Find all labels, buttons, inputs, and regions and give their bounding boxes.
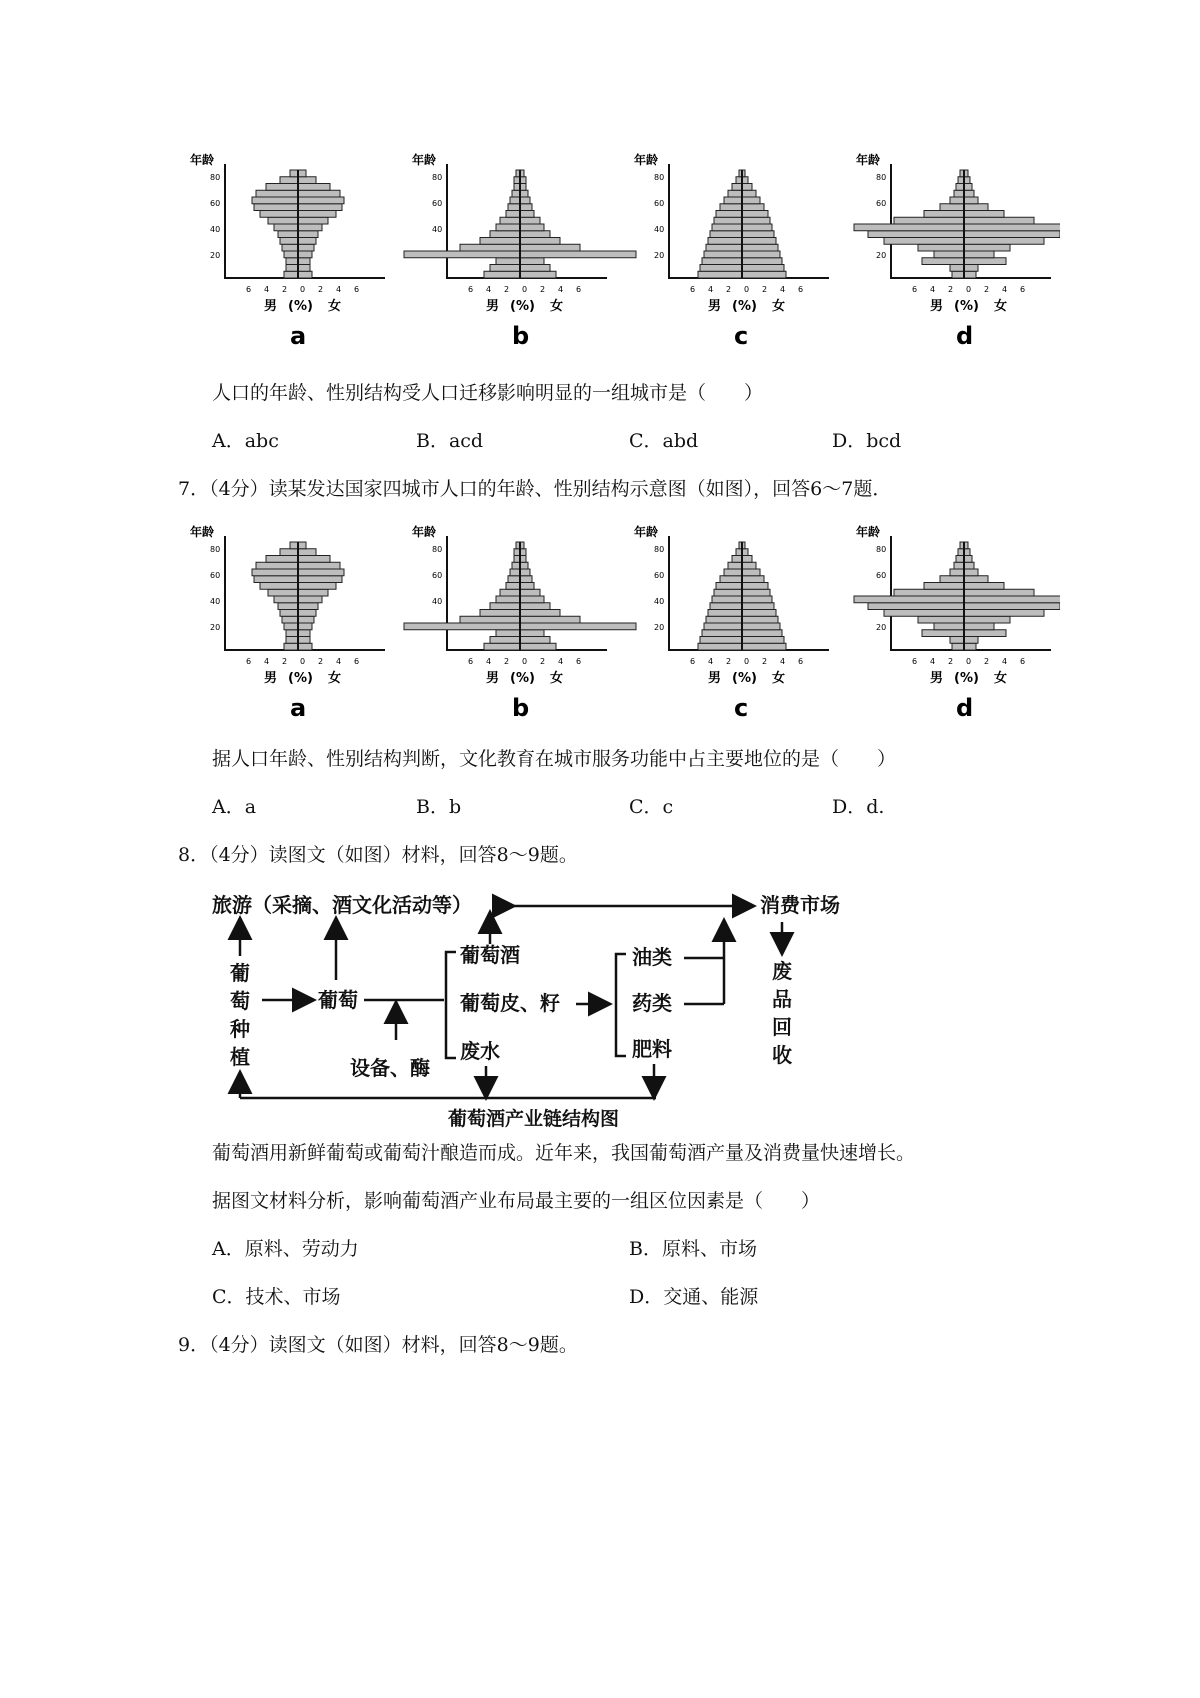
- pyramid-x-tick: 6: [246, 657, 252, 666]
- pyramid-y-tick: 80: [876, 545, 887, 554]
- pyramid-x-tick: 6: [912, 285, 918, 294]
- q8-option-c[interactable]: C．技术、市场: [212, 1286, 341, 1308]
- node-oil: 油类: [632, 945, 672, 969]
- pyramid-male-label: 男: [708, 299, 722, 314]
- pyramid-x-tick: 0: [522, 657, 528, 666]
- pyramid-x-tick: 6: [1020, 285, 1026, 294]
- pyramid-x-tick: 6: [354, 285, 360, 294]
- pyramid-x-tick: 6: [690, 657, 696, 666]
- pyramid-x-tick: 4: [264, 657, 270, 666]
- pyramid-y-tick: 60: [432, 571, 443, 580]
- pyramid-c: [634, 524, 829, 722]
- pyramid-y-tick: 40: [654, 225, 665, 234]
- pyramid-b: [404, 152, 636, 350]
- pyramid-x-tick: 4: [336, 657, 342, 666]
- pyramid-pct-label: (%): [288, 671, 313, 686]
- pyramid-d: [854, 524, 1060, 722]
- pyramid-pct-label: (%): [954, 299, 979, 314]
- wine-diagram-svg: [200, 880, 880, 1130]
- pyramid-x-tick: 0: [744, 285, 750, 294]
- pyramid-y-tick: 20: [210, 623, 221, 632]
- pyramid-age-label: 年龄: [190, 153, 215, 167]
- pyramid-x-tick: 4: [708, 657, 714, 666]
- pyramid-label-a: a: [290, 322, 307, 350]
- pyramid-x-tick: 0: [966, 285, 972, 294]
- wine-industry-diagram: [200, 880, 880, 1130]
- pyramid-y-tick: 40: [432, 597, 443, 606]
- q8-material: 葡萄酒用新鲜葡萄或葡萄汁酿造而成。近年来，我国葡萄酒产量及消费量快速增长。: [212, 1142, 916, 1164]
- pyramid-y-tick: 80: [432, 545, 443, 554]
- pyramid-x-tick: 6: [576, 657, 582, 666]
- pyramid-x-tick: 0: [300, 285, 306, 294]
- q7-option-d[interactable]: D．d.: [832, 796, 885, 818]
- pyramid-x-tick: 6: [468, 657, 474, 666]
- pyramid-x-tick: 2: [726, 285, 732, 294]
- pyramid-y-tick: 60: [432, 199, 443, 208]
- pyramid-row-2-svg: [180, 522, 1060, 732]
- node-medicine: 药类: [632, 991, 672, 1015]
- pyramid-y-tick: 40: [210, 597, 221, 606]
- pyramid-pct-label: (%): [732, 671, 757, 686]
- pyramid-d: [854, 152, 1060, 350]
- node-planting-1: 葡: [230, 961, 250, 985]
- pyramid-row-2: [180, 522, 1060, 732]
- pyramid-y-tick: 60: [876, 199, 887, 208]
- pyramid-x-tick: 6: [690, 285, 696, 294]
- pyramid-female-label: 女: [328, 299, 342, 314]
- pyramid-y-tick: 80: [210, 173, 221, 182]
- pyramid-x-tick: 4: [558, 285, 564, 294]
- pyramid-x-tick: 0: [966, 657, 972, 666]
- q9-header: 9．（4分）读图文（如图）材料，回答8～9题。: [178, 1334, 578, 1356]
- pyramid-y-tick: 80: [654, 545, 665, 554]
- q7-option-b[interactable]: B．b: [416, 796, 462, 818]
- pyramid-x-tick: 2: [540, 285, 546, 294]
- pyramid-female-label: 女: [772, 299, 786, 314]
- node-recycle-3: 回: [772, 1015, 792, 1039]
- pyramid-female-label: 女: [994, 299, 1008, 314]
- pyramid-x-tick: 4: [930, 285, 936, 294]
- q6-option-d[interactable]: D．bcd: [832, 430, 902, 452]
- pyramid-x-tick: 2: [762, 285, 768, 294]
- pyramid-male-label: 男: [708, 671, 722, 686]
- pyramid-age-label: 年龄: [190, 525, 215, 539]
- pyramid-age-label: 年龄: [856, 153, 881, 167]
- q8-option-b[interactable]: B．原料、市场: [629, 1238, 757, 1260]
- pyramid-x-tick: 6: [576, 285, 582, 294]
- bracket-derivatives: [616, 954, 626, 1056]
- pyramid-x-tick: 2: [984, 285, 990, 294]
- node-planting-3: 种: [230, 1017, 250, 1041]
- pyramid-y-tick: 40: [210, 225, 221, 234]
- pyramid-pct-label: (%): [954, 671, 979, 686]
- pyramid-x-tick: 2: [948, 657, 954, 666]
- node-grape: 葡萄: [318, 988, 358, 1012]
- pyramid-y-tick: 80: [654, 173, 665, 182]
- pyramid-y-tick: 60: [876, 571, 887, 580]
- node-waste: 废水: [460, 1039, 500, 1063]
- pyramid-bar: [854, 596, 1060, 603]
- pyramid-female-label: 女: [994, 671, 1008, 686]
- pyramid-x-tick: 4: [708, 285, 714, 294]
- pyramid-label-b: b: [512, 694, 530, 722]
- pyramid-y-tick: 60: [654, 199, 665, 208]
- pyramid-x-tick: 2: [282, 285, 288, 294]
- pyramid-label-b: b: [512, 322, 530, 350]
- pyramid-female-label: 女: [550, 299, 564, 314]
- node-wine: 葡萄酒: [460, 943, 520, 967]
- pyramid-y-tick: 80: [876, 173, 887, 182]
- q6-option-c[interactable]: C．abd: [629, 430, 699, 452]
- pyramid-x-tick: 4: [1002, 657, 1008, 666]
- node-recycle-4: 收: [772, 1043, 792, 1067]
- pyramid-x-tick: 4: [930, 657, 936, 666]
- pyramid-x-tick: 4: [264, 285, 270, 294]
- pyramid-y-tick: 40: [432, 225, 443, 234]
- node-skin: 葡萄皮、籽: [460, 991, 560, 1015]
- node-planting-2: 萄: [230, 989, 250, 1013]
- pyramid-a: [190, 152, 385, 350]
- pyramid-x-tick: 2: [984, 657, 990, 666]
- pyramid-x-tick: 6: [912, 657, 918, 666]
- node-recycle-1: 废: [772, 959, 792, 983]
- pyramid-x-tick: 2: [282, 657, 288, 666]
- pyramid-row-1-svg: [180, 150, 1060, 360]
- pyramid-y-tick: 60: [210, 571, 221, 580]
- q8-option-a[interactable]: A．原料、劳动力: [212, 1238, 359, 1260]
- pyramid-row-1: [180, 150, 1060, 360]
- pyramid-x-tick: 2: [948, 285, 954, 294]
- pyramid-y-tick: 60: [210, 199, 221, 208]
- node-tourism: 旅游（采摘、酒文化活动等）: [212, 893, 472, 917]
- q7-option-a[interactable]: A．a: [212, 796, 257, 818]
- pyramid-x-tick: 6: [468, 285, 474, 294]
- q6-option-b[interactable]: B．acd: [416, 430, 484, 452]
- node-planting-4: 植: [230, 1045, 250, 1069]
- pyramid-x-tick: 2: [762, 657, 768, 666]
- pyramid-male-label: 男: [264, 671, 278, 686]
- pyramid-x-tick: 2: [726, 657, 732, 666]
- q7-stem: 据人口年龄、性别结构判断，文化教育在城市服务功能中占主要地位的是（ ）: [212, 748, 897, 770]
- pyramid-label-c: c: [734, 322, 749, 350]
- pyramid-x-tick: 2: [504, 285, 510, 294]
- pyramid-y-tick: 60: [654, 571, 665, 580]
- pyramid-x-tick: 2: [540, 657, 546, 666]
- pyramid-x-tick: 2: [318, 285, 324, 294]
- pyramid-male-label: 男: [930, 671, 944, 686]
- pyramid-y-tick: 80: [210, 545, 221, 554]
- pyramid-pct-label: (%): [288, 299, 313, 314]
- pyramid-female-label: 女: [550, 671, 564, 686]
- pyramid-a: [190, 524, 385, 722]
- pyramid-x-tick: 0: [300, 657, 306, 666]
- q8-stem: 据图文材料分析，影响葡萄酒产业布局最主要的一组区位因素是（ ）: [212, 1190, 821, 1212]
- node-recycle-2: 品: [772, 987, 792, 1011]
- q7-option-c[interactable]: C．c: [629, 796, 674, 818]
- bracket-products: [446, 952, 456, 1058]
- pyramid-y-tick: 20: [654, 623, 665, 632]
- pyramid-x-tick: 4: [1002, 285, 1008, 294]
- q6-stem: 人口的年龄、性别结构受人口迁移影响明显的一组城市是（ ）: [212, 382, 764, 404]
- q7-header: 7．（4分）读某发达国家四城市人口的年龄、性别结构示意图（如图），回答6～7题．: [178, 478, 892, 500]
- pyramid-age-label: 年龄: [634, 525, 659, 539]
- pyramid-pct-label: (%): [510, 299, 535, 314]
- pyramid-age-label: 年龄: [634, 153, 659, 167]
- pyramid-c: [634, 152, 829, 350]
- pyramid-x-tick: 2: [504, 657, 510, 666]
- pyramid-male-label: 男: [264, 299, 278, 314]
- pyramid-y-tick: 80: [432, 173, 443, 182]
- pyramid-x-tick: 4: [780, 285, 786, 294]
- pyramid-x-tick: 6: [354, 657, 360, 666]
- pyramid-b: [404, 524, 636, 722]
- pyramid-male-label: 男: [486, 671, 500, 686]
- pyramid-x-tick: 2: [318, 657, 324, 666]
- pyramid-label-d: d: [956, 694, 974, 722]
- pyramid-x-tick: 4: [486, 657, 492, 666]
- pyramid-x-tick: 0: [744, 657, 750, 666]
- pyramid-bar: [854, 224, 1060, 231]
- pyramid-label-d: d: [956, 322, 974, 350]
- pyramid-female-label: 女: [772, 671, 786, 686]
- node-market: 消费市场: [760, 893, 840, 917]
- pyramid-y-tick: 20: [210, 251, 221, 260]
- diagram-caption: 葡萄酒产业链结构图: [448, 1108, 620, 1130]
- pyramid-x-tick: 4: [558, 657, 564, 666]
- pyramid-y-tick: 20: [654, 251, 665, 260]
- pyramid-y-tick: 20: [876, 251, 887, 260]
- node-fertilizer: 肥料: [632, 1037, 672, 1061]
- pyramid-male-label: 男: [930, 299, 944, 314]
- pyramid-male-label: 男: [486, 299, 500, 314]
- pyramid-pct-label: (%): [732, 299, 757, 314]
- pyramid-x-tick: 0: [522, 285, 528, 294]
- pyramid-x-tick: 6: [1020, 657, 1026, 666]
- pyramid-pct-label: (%): [510, 671, 535, 686]
- pyramid-x-tick: 6: [798, 657, 804, 666]
- pyramid-label-a: a: [290, 694, 307, 722]
- q8-option-d[interactable]: D．交通、能源: [629, 1286, 759, 1308]
- pyramid-y-tick: 20: [876, 623, 887, 632]
- pyramid-x-tick: 4: [780, 657, 786, 666]
- pyramid-x-tick: 6: [798, 285, 804, 294]
- pyramid-x-tick: 4: [336, 285, 342, 294]
- q8-header: 8．（4分）读图文（如图）材料，回答8～9题。: [178, 844, 578, 866]
- pyramid-age-label: 年龄: [412, 525, 437, 539]
- pyramid-age-label: 年龄: [412, 153, 437, 167]
- node-equipment: 设备、酶: [350, 1056, 430, 1080]
- q6-option-a[interactable]: A．abc: [212, 430, 279, 452]
- pyramid-female-label: 女: [328, 671, 342, 686]
- pyramid-x-tick: 6: [246, 285, 252, 294]
- pyramid-x-tick: 4: [486, 285, 492, 294]
- pyramid-label-c: c: [734, 694, 749, 722]
- pyramid-age-label: 年龄: [856, 525, 881, 539]
- pyramid-y-tick: 40: [654, 597, 665, 606]
